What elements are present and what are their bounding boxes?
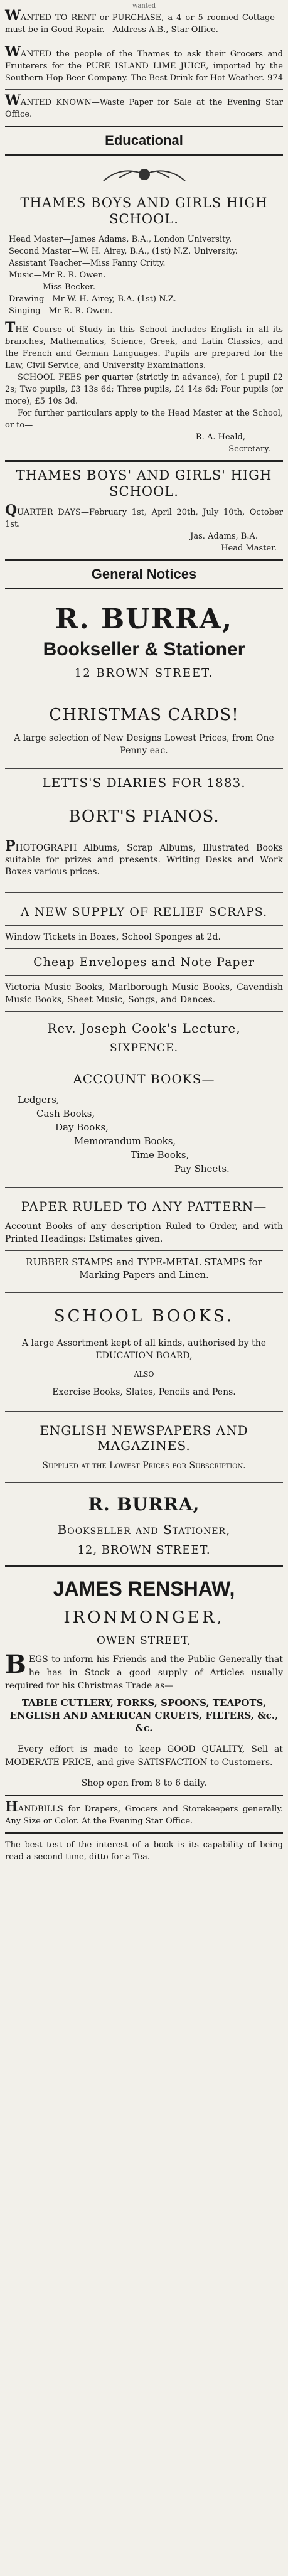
section-rule <box>5 588 283 589</box>
divider <box>5 1250 283 1251</box>
quarter-signer: Jas. Adams, B.A. <box>190 532 258 541</box>
divider <box>5 975 283 976</box>
particulars-text: For further particulars apply to the Head Master at the School, or to— <box>5 409 283 430</box>
closing-text: The best test of the interest of a book is its capability of being read a second time, ditto for a Tea. <box>5 1840 283 1862</box>
divider <box>5 948 283 949</box>
renshaw-effort: Every effort is made to keep GOOD QUALITY, Sell at MODERATE PRICE, and give SATISFACTION to Customers. <box>5 1744 283 1768</box>
top-stamp: wanted <box>132 3 156 9</box>
divider <box>5 89 283 90</box>
supplied-text: Supplied at the Lowest Prices for Subscription. <box>42 1461 246 1471</box>
renshaw-street: OWEN STREET, <box>97 1634 191 1647</box>
wanted-ad-rent: WANTED TO RENT or PURCHASE, a 4 or 5 roomed Cottage—must be in Good Repair.—Address A.B., Star Office. <box>5 8 283 35</box>
quarter-title: THAMES BOYS' AND GIRLS' HIGH SCHOOL. <box>16 468 272 499</box>
divider <box>5 768 283 769</box>
renshaw-advert <box>5 1577 283 1790</box>
divider <box>5 925 283 926</box>
staff-line: Miss Becker. <box>43 282 95 292</box>
burra-name: R. BURRA, <box>55 603 233 635</box>
lecture-heading: Rev. Joseph Cook's Lecture, <box>47 1021 241 1036</box>
list-item: Ledgers, <box>18 1094 60 1105</box>
english-newspapers-heading: ENGLISH NEWSPAPERS AND MAGAZINES. <box>40 1423 248 1453</box>
staff-line: Singing—Mr R. R. Owen. <box>9 306 113 316</box>
burra-title: Bookseller & Stationer <box>43 639 245 660</box>
section-rule <box>5 559 283 561</box>
staff-line: Head Master—James Adams, B.A., London University. <box>9 235 232 244</box>
rubber-stamps-text: RUBBER STAMPS and TYPE-METAL STAMPS for Marking Papers and Linen. <box>26 1257 262 1280</box>
signer: R. A. Heald, <box>195 432 245 442</box>
list-item: Time Books, <box>131 1149 189 1161</box>
burra-footer-title: Bookseller and Stationer, <box>57 1522 231 1537</box>
photo-albums-text: PHOTOGRAPH Albums, Scrap Albums, Illustrated Books suitable for prizes and presents. Writing Desks and Work Boxes various prices. <box>5 838 283 877</box>
wanted-ad-waste-paper: WANTED KNOWN—Waste Paper for Sale at the Evening Star Office. <box>5 92 283 119</box>
divider <box>5 1411 283 1412</box>
window-tickets-text: Window Tickets in Boxes, School Sponges at 2d. <box>5 932 221 942</box>
school-books-heading: SCHOOL BOOKS. <box>53 1307 235 1326</box>
educational-heading: Educational <box>105 132 183 148</box>
school-crest-icon <box>97 162 191 187</box>
section-rule <box>5 460 283 462</box>
school-title: THAMES BOYS AND GIRLS HIGH SCHOOL. <box>20 195 268 227</box>
music-books-text: Victoria Music Books, Marlborough Music Books, Cavendish Music Books, Sheet Music, Songs, and Dances. <box>5 982 283 1005</box>
wanted-ads <box>5 10 283 121</box>
pianos-heading: BORT'S PIANOS. <box>68 807 220 826</box>
list-item: Cash Books, <box>36 1108 95 1119</box>
christmas-heading: CHRISTMAS CARDS! <box>49 706 239 724</box>
signer-role: Secretary. <box>228 444 270 454</box>
staff-line: Drawing—Mr W. H. Airey, B.A. (1st) N.Z. <box>9 294 176 304</box>
staff-line: Assistant Teacher—Miss Fanny Critty. <box>9 259 166 268</box>
letts-diaries: LETTS'S DIARIES FOR 1883. <box>42 775 246 790</box>
divider <box>5 1011 283 1012</box>
renshaw-hours: Shop open from 8 to 6 daily. <box>81 1778 207 1788</box>
exercise-books-text: Exercise Books, Slates, Pencils and Pens. <box>52 1387 236 1397</box>
quarter-text: QUARTER DAYS—February 1st, April 20th, July 10th, October 1st. <box>5 502 283 529</box>
divider <box>5 1292 283 1293</box>
section-rule <box>5 1795 283 1796</box>
staff-line: Music—Mr R. R. Owen. <box>9 271 106 280</box>
renshaw-intro: BEGS to inform his Friends and the Public Generally that he has in Stock a good supply of Articles usually required for his Christmas Trade as— <box>5 1650 283 1691</box>
account-books-heading: ACCOUNT BOOKS— <box>73 1071 215 1087</box>
staff-list <box>5 233 283 317</box>
divider <box>5 1482 283 1483</box>
paper-ruled-heading: PAPER RULED TO ANY PATTERN— <box>21 1199 267 1214</box>
fees-text: SCHOOL FEES per quarter (strictly in advance), for 1 pupil £2 2s; Two pupils, £3 13s 6d; Three pupils, £4 14s 6d; Four pupils (or more), £5 10s 3d. <box>5 373 283 406</box>
school-books-text: A large Assortment kept of all kinds, authorised by the EDUCATION BOARD, <box>21 1338 267 1361</box>
newspaper-column <box>5 0 283 1863</box>
handbills-text: HANDBILLS for Drapers, Grocers and Storekeepers generally. Any Size or Color. At the Evening Star Office. <box>5 1799 283 1826</box>
envelopes-heading: Cheap Envelopes and Note Paper <box>33 955 255 969</box>
burra-footer-address: 12, BROWN STREET. <box>77 1543 211 1557</box>
wanted-ad-lime-juice: WANTED the people of the Thames to ask their Grocers and Fruiterers for the PURE ISLAND LIME JUICE, imported by the Southern Hop Beer Company. The Best Drink for Hot Weather. 974 <box>5 44 283 83</box>
relief-scraps-heading: A NEW SUPPLY OF RELIEF SCRAPS. <box>20 905 268 919</box>
general-notices-heading: General Notices <box>91 566 197 582</box>
burra-advert <box>5 603 283 1557</box>
renshaw-name: JAMES RENSHAW, <box>53 1577 235 1600</box>
section-rule <box>5 1565 283 1567</box>
list-item: Day Books, <box>55 1122 109 1133</box>
also-label: ALSO <box>134 1370 154 1378</box>
renshaw-trade: IRONMONGER, <box>63 1608 225 1627</box>
divider <box>5 892 283 893</box>
course-text: THE Course of Study in this School includes English in all its branches, Mathematics, Science, Greek, and Latin Classics, and the French and German Languages. Pupils are prepared for the Law, Civil Service, and University Examinations. <box>5 319 283 370</box>
staff-line: Second Master—W. H. Airey, B.A., (1st) N.Z. University. <box>9 247 238 256</box>
burra-footer-name: R. BURRA, <box>88 1494 200 1515</box>
section-rule <box>5 1832 283 1834</box>
quarter-signer-role: Head Master. <box>221 544 277 553</box>
list-item: Pay Sheets. <box>174 1163 230 1174</box>
section-rule <box>5 126 283 127</box>
lecture-price: SIXPENCE. <box>109 1042 178 1055</box>
divider <box>5 1187 283 1188</box>
christmas-text: A large selection of New Designs Lowest Prices, from One Penny eac. <box>14 733 274 756</box>
section-rule <box>5 154 283 156</box>
account-books-list <box>5 1093 283 1176</box>
paper-ruled-text: Account Books of any description Ruled to Order, and with Printed Headings: Estimates given. <box>5 1221 283 1244</box>
renshaw-stock: TABLE CUTLERY, FORKS, SPOONS, TEAPOTS, ENGLISH AND AMERICAN CRUETS, FILTERS, &c., &c. <box>9 1697 279 1734</box>
burra-address: 12 BROWN STREET. <box>74 667 214 680</box>
list-item: Memorandum Books, <box>74 1135 176 1147</box>
